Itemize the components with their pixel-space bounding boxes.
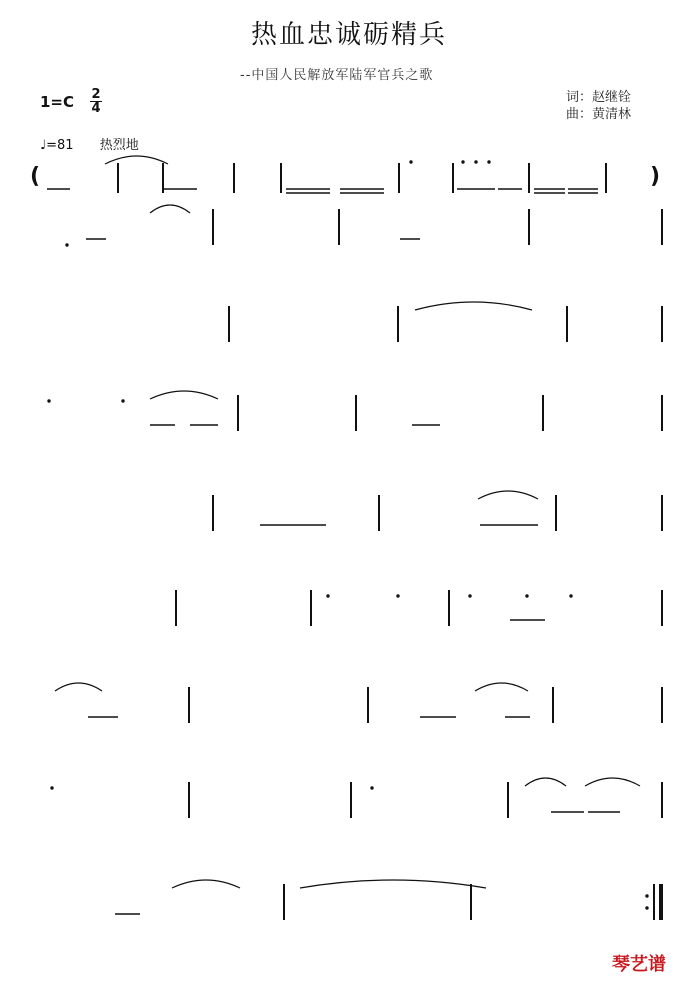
high-octave-dot (468, 594, 471, 597)
key-signature: 1=C (40, 93, 75, 111)
high-octave-dot (461, 160, 464, 163)
tie (475, 683, 528, 691)
low-octave-dot (65, 243, 68, 246)
tie (585, 778, 640, 786)
high-octave-dot (396, 594, 399, 597)
high-octave-dot (474, 160, 477, 163)
logo-text: 琴艺谱 (612, 954, 666, 975)
high-octave-dot (47, 399, 50, 402)
high-octave-dot (50, 786, 53, 789)
high-octave-dot (487, 160, 490, 163)
repeat-dot (645, 894, 648, 897)
intro-tie (105, 156, 168, 164)
repeat-paren-right: ) (650, 164, 661, 189)
high-octave-dot (409, 160, 412, 163)
repeat-dot (645, 906, 648, 909)
high-octave-dot (525, 594, 528, 597)
tie (172, 880, 240, 888)
repeat-paren-left: ( (30, 164, 41, 189)
tie (150, 205, 190, 213)
composer-credit: 曲：黄清林 (566, 107, 632, 122)
high-octave-dot (121, 399, 124, 402)
song-subtitle: --中国人民解放军陆军官兵之歌 (240, 68, 434, 83)
style-mark: 热烈地 (99, 138, 139, 153)
tie (55, 683, 102, 691)
time-sig-top: 2 (91, 87, 101, 102)
tie (150, 391, 218, 399)
song-title: 热血忠诚砺精兵 (250, 20, 447, 50)
time-sig-bottom: 4 (91, 101, 101, 116)
high-octave-dot (370, 786, 373, 789)
tie (525, 778, 566, 786)
site-logo (612, 950, 666, 976)
tempo-value: ♩=81 (40, 138, 74, 153)
high-octave-dot (326, 594, 329, 597)
high-octave-dot (569, 594, 572, 597)
tie (415, 302, 532, 310)
tie (300, 880, 486, 888)
lyricist-credit: 词：赵继铨 (566, 90, 632, 105)
tie (478, 491, 538, 499)
